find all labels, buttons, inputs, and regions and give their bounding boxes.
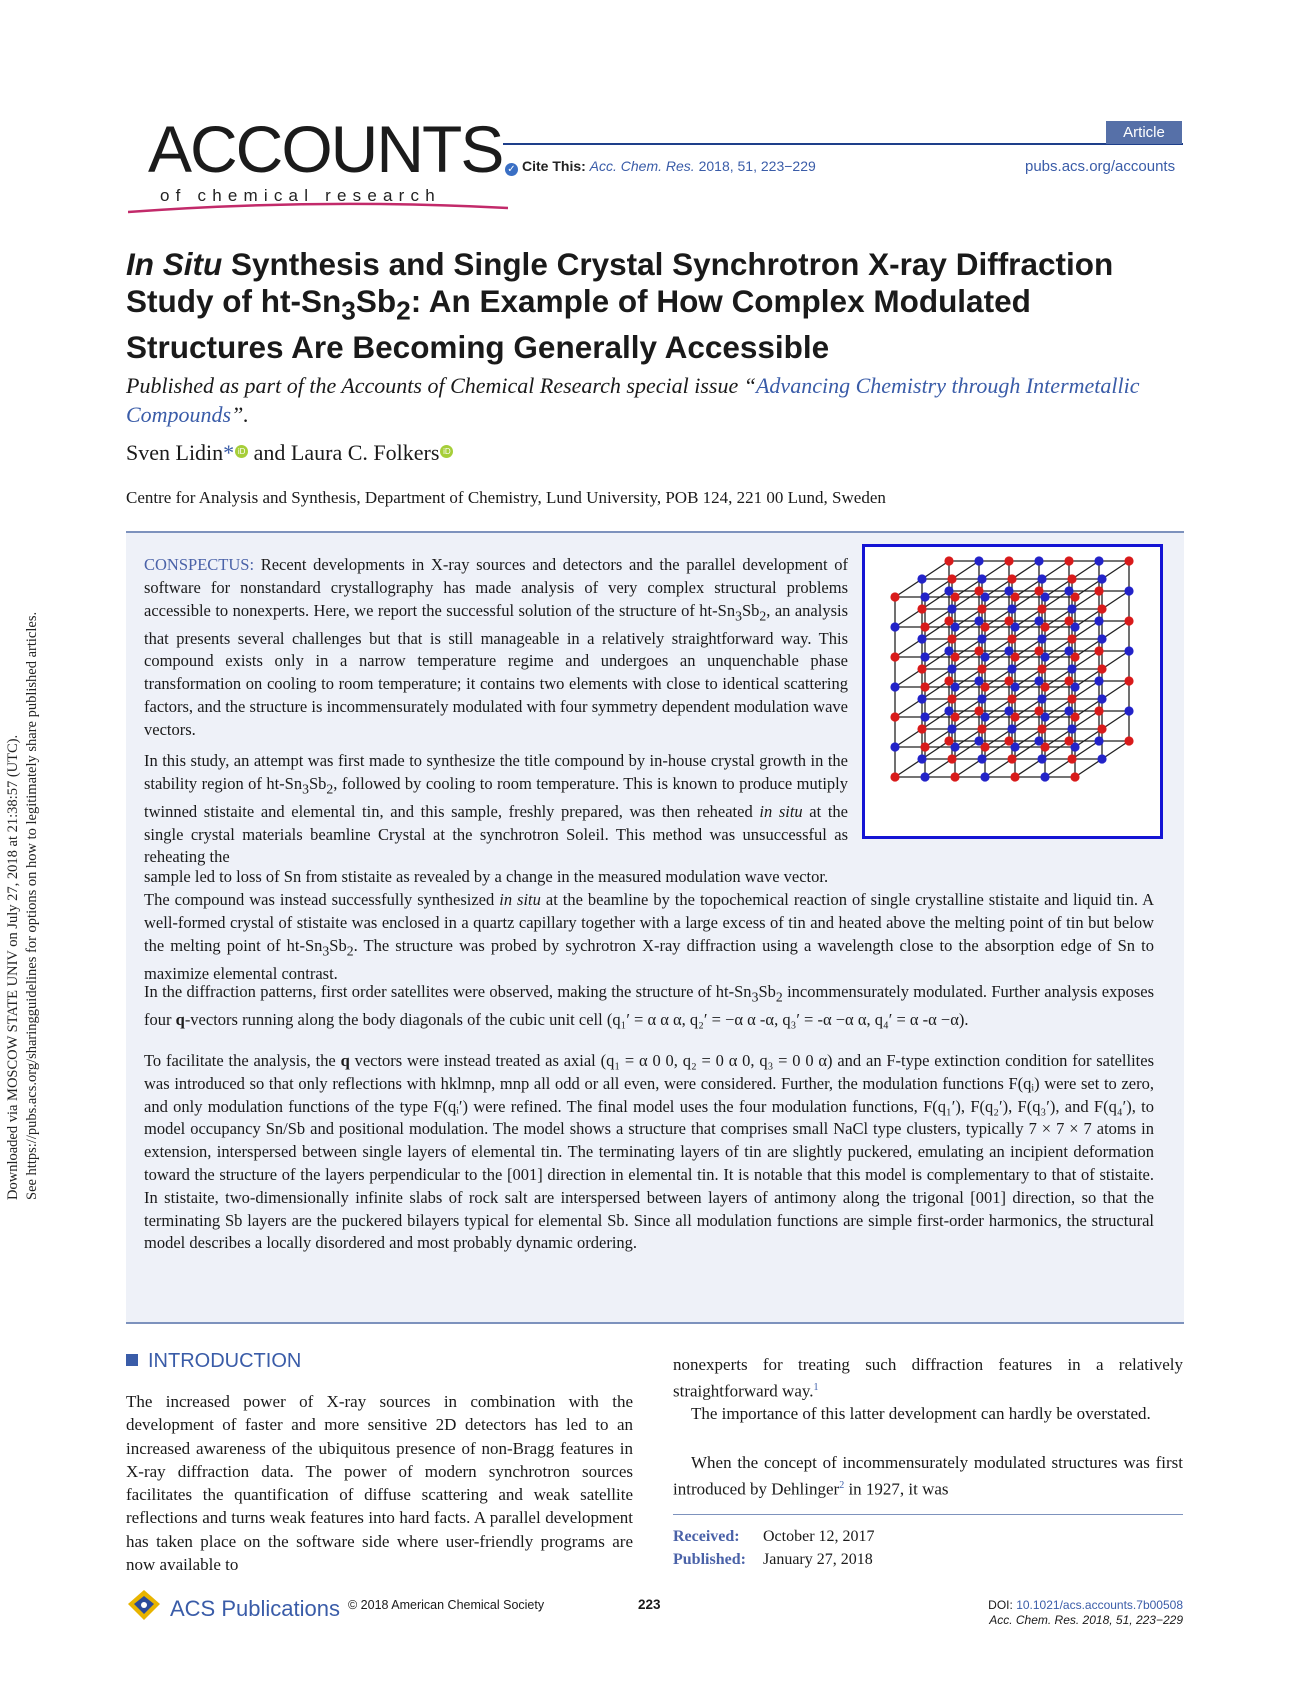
reference-link[interactable]: 2 bbox=[839, 1480, 845, 1492]
conspectus-paragraph bbox=[144, 750, 848, 869]
lattice-atom bbox=[1097, 754, 1106, 763]
publisher-name: ACS Publications bbox=[170, 1596, 340, 1621]
doi-label: DOI: bbox=[988, 1598, 1017, 1612]
lattice-atom bbox=[947, 694, 956, 703]
lattice-atom bbox=[1097, 664, 1106, 673]
lattice-atom bbox=[1064, 646, 1073, 655]
special-issue-link[interactable]: Advancing Chemistry through Intermetallic Compounds bbox=[126, 373, 1140, 427]
reference-link[interactable]: 1 bbox=[813, 1382, 819, 1394]
author-name[interactable]: and Laura C. Folkers bbox=[248, 440, 440, 465]
lattice-atom bbox=[944, 646, 953, 655]
lattice-atom bbox=[947, 754, 956, 763]
check-icon: ✓ bbox=[505, 163, 518, 176]
lattice-atom bbox=[920, 622, 929, 631]
lattice-atom bbox=[1067, 634, 1076, 643]
affiliation: Centre for Analysis and Synthesis, Department of Chemistry, Lund University, POB 124, 221 00 Lund, Sweden bbox=[126, 488, 886, 507]
acs-publications-logo[interactable] bbox=[126, 1588, 340, 1627]
lattice-atom bbox=[920, 712, 929, 721]
journal-subtitle: of chemical research bbox=[160, 186, 441, 205]
lattice-atom bbox=[974, 556, 983, 565]
conspectus-paragraph bbox=[144, 554, 848, 742]
received-label: Received: bbox=[673, 1528, 740, 1545]
intro-right-paragraph bbox=[673, 1353, 1183, 1403]
lattice-atom bbox=[1034, 706, 1043, 715]
text-run: When the concept of incommensurately modulated structures was first introduced by Dehlinger bbox=[673, 1453, 1183, 1499]
crystal-structure-image bbox=[865, 547, 1160, 836]
lattice-atom bbox=[1094, 676, 1103, 685]
lattice-atom bbox=[890, 622, 899, 631]
lattice-bond bbox=[1102, 651, 1129, 669]
lattice-atom bbox=[1064, 556, 1073, 565]
lattice-atom bbox=[1124, 586, 1133, 595]
section-heading-text: INTRODUCTION bbox=[148, 1350, 302, 1372]
download-watermark bbox=[4, 500, 42, 1200]
lattice-atom bbox=[890, 682, 899, 691]
lattice-atom bbox=[1094, 556, 1103, 565]
lattice-bond bbox=[1102, 561, 1129, 579]
lattice-atom bbox=[944, 676, 953, 685]
header-rule bbox=[503, 143, 1183, 145]
lattice-bond bbox=[1072, 561, 1099, 579]
lattice-atom bbox=[1067, 604, 1076, 613]
corresponding-star: * bbox=[223, 440, 235, 465]
special-issue-text: Published as part of the Accounts of Chemical Research special issue “ bbox=[126, 373, 756, 398]
lattice-atom bbox=[1094, 706, 1103, 715]
footer-citation: Acc. Chem. Res. 2018, 51, 223−229 bbox=[989, 1613, 1183, 1627]
title-part: Sb bbox=[355, 283, 397, 319]
lattice-atom bbox=[917, 694, 926, 703]
lattice-bond bbox=[1012, 561, 1039, 579]
lattice-atom bbox=[917, 754, 926, 763]
orcid-icon[interactable]: iD bbox=[440, 445, 453, 458]
intro-right-paragraph: The importance of this latter development can hardly be overstated. bbox=[691, 1404, 1151, 1423]
authors bbox=[126, 440, 453, 466]
conspectus-label: CONSPECTUS: bbox=[144, 555, 255, 574]
lattice-atom bbox=[1037, 694, 1046, 703]
text-run: incommensurately modulated. Further analysis exposes four bbox=[144, 982, 1154, 1030]
text-run: nonexperts for treating such diffraction features in a relatively straightforward way. bbox=[673, 1355, 1183, 1401]
lattice-atom bbox=[1124, 706, 1133, 715]
text-run: Sb bbox=[308, 773, 327, 793]
lattice-bond bbox=[1102, 591, 1129, 609]
lattice-atom bbox=[1034, 556, 1043, 565]
lattice-atom bbox=[917, 604, 926, 613]
lattice-atom bbox=[1007, 694, 1016, 703]
title-subscript: 2 bbox=[396, 295, 411, 326]
lattice-atom bbox=[1124, 556, 1133, 565]
lattice-atom bbox=[1067, 664, 1076, 673]
journal-name: ACCOUNTS bbox=[148, 112, 503, 186]
lattice-atom bbox=[917, 574, 926, 583]
lattice-bond bbox=[1102, 621, 1129, 639]
lattice-atom bbox=[890, 652, 899, 661]
lattice-atom bbox=[1007, 574, 1016, 583]
lattice-atom bbox=[1097, 694, 1106, 703]
subscript: 2 bbox=[775, 989, 783, 1005]
journal-url[interactable]: pubs.acs.org/accounts bbox=[1025, 158, 1176, 175]
received-date: October 12, 2017 bbox=[763, 1528, 875, 1545]
lattice-atom bbox=[1097, 634, 1106, 643]
lattice-atom bbox=[977, 634, 986, 643]
lattice-atom bbox=[947, 574, 956, 583]
lattice-atom bbox=[1097, 574, 1106, 583]
text-run: in situ bbox=[499, 890, 541, 909]
lattice-atom bbox=[980, 772, 989, 781]
published-label: Published: bbox=[673, 1551, 746, 1568]
lattice-atom bbox=[920, 652, 929, 661]
text-run: Recent developments in X-ray sources and detectors and the parallel development of software for nonstandard crystallography has made analysis of very complex structural problems accessible to nonexperts. Here, we report the successful solution of the structure of ht-Sn bbox=[144, 555, 848, 620]
dates-rule bbox=[673, 1514, 1183, 1515]
lattice-atom bbox=[920, 592, 929, 601]
lattice-atom bbox=[1004, 706, 1013, 715]
intro-right-paragraph bbox=[673, 1451, 1183, 1501]
lattice-bond bbox=[1075, 759, 1102, 777]
article-title bbox=[126, 246, 1186, 366]
lattice-atom bbox=[1124, 616, 1133, 625]
lattice-atom bbox=[1034, 676, 1043, 685]
lattice-atom bbox=[974, 616, 983, 625]
text-run: , followed by cooling to room temperature. This is known to produce mutiply twinned stistaite and elemental tin, and this sample, freshly prepared, was then reheated bbox=[144, 773, 848, 821]
cite-this[interactable] bbox=[505, 158, 816, 176]
lattice-atom bbox=[1037, 604, 1046, 613]
cite-volume: 2018, 51, 223−229 bbox=[698, 158, 816, 174]
special-issue-note bbox=[126, 371, 1186, 429]
lattice-atom bbox=[974, 706, 983, 715]
lattice-atom bbox=[1097, 724, 1106, 733]
text-run: at the beamline by the topochemical reaction of single crystalline stistaite and liquid tin. A well-formed crystal of stistaite was enclosed in a quartz capillary together with a large excess of tin and heated above the melting point of tin but below the melting point of ht-Sn bbox=[144, 890, 1154, 955]
lattice-atom bbox=[1064, 616, 1073, 625]
conspectus-paragraph bbox=[144, 889, 1154, 985]
lattice-bond bbox=[895, 669, 922, 687]
subscript: 2 bbox=[326, 781, 334, 797]
lattice-atom bbox=[944, 616, 953, 625]
acs-shield-icon bbox=[126, 1588, 162, 1622]
lattice-bond bbox=[955, 759, 982, 777]
lattice-atom bbox=[1007, 724, 1016, 733]
article-type-badge: Article bbox=[1106, 121, 1182, 144]
copyright: © 2018 American Chemical Society bbox=[348, 1598, 545, 1612]
lattice-bond bbox=[895, 639, 922, 657]
lattice-atom bbox=[947, 604, 956, 613]
lattice-atom bbox=[1064, 736, 1073, 745]
subscript: 3 bbox=[322, 942, 330, 958]
lattice-atom bbox=[917, 634, 926, 643]
cite-journal: Acc. Chem. Res. bbox=[589, 158, 695, 174]
text-run: In this study, an attempt was first made to synthesize the title compound by in-house crystal growth in the stability region of ht-Sn bbox=[144, 751, 848, 793]
lattice-atom bbox=[920, 772, 929, 781]
subscript: 3 bbox=[751, 989, 759, 1005]
text-run: Sb bbox=[329, 935, 347, 955]
text-run: The compound was instead successfully synthesized bbox=[144, 890, 500, 909]
lattice-atom bbox=[917, 664, 926, 673]
lattice-atom bbox=[1070, 772, 1079, 781]
cite-label: Cite This: bbox=[522, 158, 586, 174]
journal-logo[interactable] bbox=[148, 114, 508, 210]
doi-link[interactable]: 10.1021/acs.accounts.7b00508 bbox=[1016, 1598, 1183, 1612]
lattice-bond bbox=[895, 699, 922, 717]
lattice-atom bbox=[1004, 676, 1013, 685]
text-run: In the diffraction patterns, first order satellites were observed, making the structure of ht-Sn bbox=[144, 982, 752, 1001]
lattice-bond bbox=[1102, 711, 1129, 729]
lattice-bond bbox=[895, 609, 922, 627]
lattice-atom bbox=[1007, 664, 1016, 673]
lattice-atom bbox=[950, 772, 959, 781]
subscript: 3 bbox=[735, 607, 742, 623]
lattice-atom bbox=[1094, 586, 1103, 595]
lattice-atom bbox=[977, 724, 986, 733]
text-run: Sb bbox=[758, 982, 776, 1001]
conspectus-figure bbox=[862, 544, 1163, 839]
subscript: 2 bbox=[346, 942, 354, 958]
lattice-atom bbox=[977, 604, 986, 613]
lattice-atom bbox=[974, 676, 983, 685]
lattice-atom bbox=[1124, 646, 1133, 655]
lattice-atom bbox=[1034, 646, 1043, 655]
lattice-atom bbox=[1007, 634, 1016, 643]
lattice-atom bbox=[947, 634, 956, 643]
lattice-atom bbox=[1037, 754, 1046, 763]
lattice-atom bbox=[1034, 736, 1043, 745]
lattice-bond bbox=[1015, 759, 1042, 777]
text-run: . The structure was probed by sychrotron X-ray diffraction using a wavelength close to the absorption edge of Sn to maximize elemental contrast. bbox=[144, 935, 1154, 983]
title-part: In Situ bbox=[126, 246, 223, 282]
published-date: January 27, 2018 bbox=[763, 1551, 873, 1568]
lattice-atom bbox=[1067, 694, 1076, 703]
lattice-bond bbox=[1102, 681, 1129, 699]
lattice-bond bbox=[952, 561, 979, 579]
lattice-atom bbox=[1004, 586, 1013, 595]
lattice-atom bbox=[1067, 724, 1076, 733]
lattice-atom bbox=[1004, 616, 1013, 625]
conspectus-paragraph: sample led to loss of Sn from stistaite as revealed by a change in the measured modulation wave vector. bbox=[144, 867, 829, 886]
lattice-atom bbox=[1094, 616, 1103, 625]
lattice-atom bbox=[890, 712, 899, 721]
lattice-atom bbox=[1010, 772, 1019, 781]
lattice-atom bbox=[1034, 616, 1043, 625]
text-run: Sb bbox=[741, 600, 760, 620]
lattice-atom bbox=[1094, 646, 1103, 655]
section-heading-introduction bbox=[126, 1350, 301, 1373]
doi-block bbox=[900, 1598, 1183, 1628]
lattice-bond bbox=[895, 579, 922, 597]
special-issue-text: ”. bbox=[231, 402, 249, 427]
lattice-atom bbox=[974, 586, 983, 595]
title-subscript: 3 bbox=[341, 295, 356, 326]
lattice-atom bbox=[917, 724, 926, 733]
lattice-atom bbox=[1067, 754, 1076, 763]
lattice-bond bbox=[1042, 561, 1069, 579]
lattice-atom bbox=[1007, 604, 1016, 613]
subscript: 3 bbox=[302, 781, 309, 797]
lattice-atom bbox=[920, 742, 929, 751]
lattice-atom bbox=[974, 646, 983, 655]
lattice-atom bbox=[947, 724, 956, 733]
watermark-line-1: Downloaded via MOSCOW STATE UNIV on July 27, 2018 at 21:38:57 (UTC). bbox=[5, 734, 21, 1200]
lattice-atom bbox=[944, 736, 953, 745]
lattice-atom bbox=[890, 592, 899, 601]
text-run: -vectors running along the body diagonals of the cubic unit cell (q₁′ = α α α, q₂′ = −α α -α, q₃′ = -α −α α, q₄′ = α -α −α). bbox=[184, 1010, 969, 1030]
text-run: vectors were instead treated as axial (q₁ = α 0 0, q₂ = 0 α 0, q₃ = 0 0 α) and an F-type extinction condition for satellites was introduced so that only reflections with hklmnp, mnp all odd or all even, were considered. Further, the modulation functions F(qᵢ) were set to zero, and only modulation functions of the type F(qᵢ′) were refined. The final model uses the four modulation functions, F(q₁′), F(q₂′), F(q₃′), and F(q₄′), to model occupancy Sn/Sb and positional modulation. The model shows a structure that comprises small NaCl type clusters, typically 7 × 7 × 7 atoms in extension, interspersed between single layers of elemental tin. The terminating layers of tin are slightly puckered, emulating an incipient deformation toward the structure of the layers perpendicular to the [001] direction in elemental tin. It is notable that this model is complementary to that of stistaite. In stistaite, two-dimensionally infinite slabs of rock salt are interspersed between layers of antimony along the trigonal [001] direction, so that the terminating Sb layers are the puckered bilayers typical for elemental Sb. Since all modulation functions are simple first-order harmonics, the structural model describes a locally disordered and most probably dynamic ordering. bbox=[144, 1051, 1154, 1253]
lattice-bond bbox=[982, 561, 1009, 579]
lattice-atom bbox=[1067, 574, 1076, 583]
heading-square-icon bbox=[126, 1354, 138, 1366]
lattice-atom bbox=[1034, 586, 1043, 595]
lattice-atom bbox=[944, 556, 953, 565]
lattice-atom bbox=[974, 736, 983, 745]
lattice-bond bbox=[985, 759, 1012, 777]
lattice-atom bbox=[1004, 736, 1013, 745]
text-run: at the single crystal materials beamline Crystal at the synchrotron Soleil. This method was unsuccessful as reheating the bbox=[144, 801, 848, 867]
lattice-atom bbox=[1124, 676, 1133, 685]
intro-left-column: The increased power of X-ray sources in combination with the development of faster and more sensitive 2D detectors has led to an increased awareness of the ubiquitous presence of non-Bragg features in X-ray diffraction data. The power of modern synchrotron sources facilitates the quantification of diffuse scattering and weak satellite reflections and turns weak features into hard facts. A parallel development has taken place on the software side where user-friendly programs are now available to bbox=[126, 1392, 633, 1575]
lattice-atom bbox=[977, 754, 986, 763]
text-run: in situ bbox=[759, 801, 803, 821]
page-number: 223 bbox=[638, 1597, 661, 1612]
lattice-atom bbox=[890, 772, 899, 781]
title-part: : An Example of How Complex Modulated Structures Are Becoming Generally Accessible bbox=[126, 283, 1031, 366]
lattice-bond bbox=[922, 561, 949, 579]
lattice-atom bbox=[947, 664, 956, 673]
lattice-atom bbox=[1007, 754, 1016, 763]
lattice-atom bbox=[977, 664, 986, 673]
lattice-atom bbox=[1037, 574, 1046, 583]
lattice-atom bbox=[890, 742, 899, 751]
author-name[interactable]: Sven Lidin bbox=[126, 440, 224, 465]
lattice-atom bbox=[1064, 676, 1073, 685]
text-run: To facilitate the analysis, the bbox=[144, 1051, 341, 1070]
lattice-atom bbox=[977, 574, 986, 583]
article-dates bbox=[673, 1525, 875, 1571]
watermark-line-2: See https://pubs.acs.org/sharingguidelines for options on how to legitimately share published articles. bbox=[24, 611, 40, 1200]
lattice-bond bbox=[1102, 741, 1129, 759]
lattice-atom bbox=[1037, 664, 1046, 673]
text-run: , an analysis that presents several challenges but that is still manageable in a relatively straightforward way. This compound exists only in a narrow temperature regime and undergoes an unquenchable phase transformation on cooling to room temperature; it contains two elements with close to identical scattering factors, and the structure is incommensurately modulated with four symmetry dependent modulation wave vectors. bbox=[144, 600, 849, 739]
lattice-atom bbox=[1040, 772, 1049, 781]
lattice-atom bbox=[1004, 646, 1013, 655]
lattice-atom bbox=[1064, 586, 1073, 595]
lattice-atom bbox=[1037, 634, 1046, 643]
conspectus-paragraph bbox=[144, 981, 1154, 1032]
lattice-bond bbox=[1045, 759, 1072, 777]
title-part: Synthesis and Single Crystal Synchrotron X-ray Diffraction Study of ht-Sn bbox=[126, 246, 1114, 319]
subscript: 2 bbox=[759, 607, 767, 623]
lattice-atom bbox=[1037, 724, 1046, 733]
text-run: q bbox=[175, 1010, 185, 1030]
orcid-icon[interactable]: iD bbox=[235, 445, 248, 458]
text-run: q bbox=[340, 1051, 350, 1070]
lattice-atom bbox=[1064, 706, 1073, 715]
lattice-atom bbox=[1124, 736, 1133, 745]
lattice-atom bbox=[1097, 604, 1106, 613]
text-run: in 1927, it was bbox=[844, 1479, 949, 1499]
lattice-bond bbox=[895, 759, 922, 777]
lattice-atom bbox=[977, 694, 986, 703]
lattice-atom bbox=[920, 682, 929, 691]
conspectus-paragraph bbox=[144, 1050, 1154, 1255]
lattice-bond bbox=[925, 759, 952, 777]
lattice-atom bbox=[1004, 556, 1013, 565]
lattice-atom bbox=[944, 706, 953, 715]
lattice-bond bbox=[895, 729, 922, 747]
lattice-atom bbox=[1094, 736, 1103, 745]
lattice-atom bbox=[944, 586, 953, 595]
